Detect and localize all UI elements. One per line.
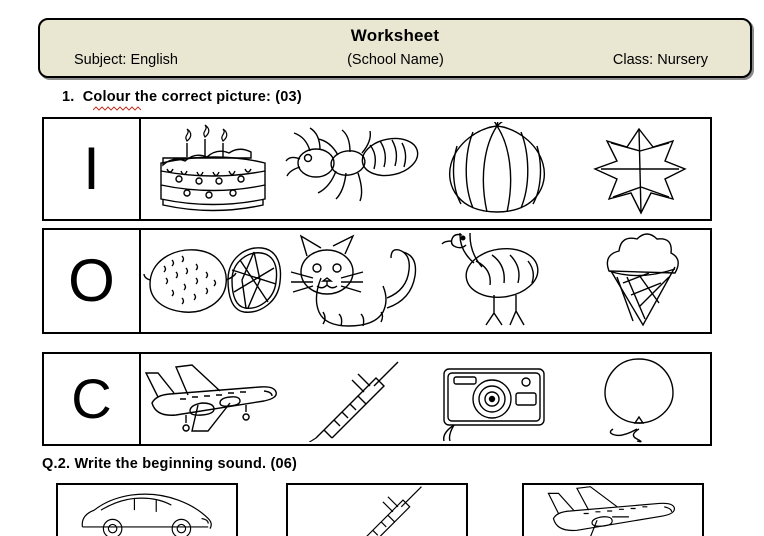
question-1-number: 1. <box>62 89 75 105</box>
class-label: Class: <box>612 52 654 68</box>
question-1-heading <box>62 89 302 105</box>
letter-cell-o: O <box>44 230 141 332</box>
picture-row-o <box>42 228 712 334</box>
picture-balloon[interactable] <box>568 354 710 444</box>
header-info-row <box>40 46 750 68</box>
picture-camera[interactable] <box>426 354 568 444</box>
letter-cell-c: C <box>44 354 141 444</box>
subject-value: English <box>130 52 178 68</box>
picture-row-c <box>42 352 712 446</box>
class-field <box>613 52 724 68</box>
letter-cell-i: I <box>44 119 141 219</box>
page-title: Worksheet <box>350 26 440 45</box>
picture-injection-syringe[interactable] <box>283 354 425 444</box>
picture-lemon[interactable] <box>141 230 283 332</box>
picture-onion[interactable] <box>426 119 568 219</box>
picture-ant[interactable] <box>283 119 425 219</box>
question-2-marks: (06) <box>270 456 298 472</box>
question-2-heading <box>42 456 297 472</box>
class-value: Nursery <box>657 52 708 68</box>
question-1-marks: (03) <box>275 89 302 105</box>
question-2-text: Write the beginning sound. <box>74 456 267 472</box>
question-1-text: Colour the correct picture: <box>82 89 272 105</box>
header-banner <box>38 18 752 78</box>
picture-cat[interactable] <box>283 230 425 332</box>
picture-ice-cream-cone[interactable] <box>568 230 710 332</box>
picture-row-i <box>42 117 712 221</box>
picture-airplane[interactable] <box>141 354 283 444</box>
picture-birthday-cake[interactable] <box>141 119 283 219</box>
subject-label: Subject: <box>74 52 127 68</box>
school-name: (School Name) <box>347 52 444 68</box>
picture-leaf[interactable] <box>568 119 710 219</box>
picture-car[interactable] <box>56 483 238 536</box>
question-2-number: Q.2. <box>42 456 71 472</box>
subject-field <box>74 52 178 68</box>
picture-airplane-2[interactable] <box>522 483 704 536</box>
picture-injection-syringe-2[interactable] <box>286 483 468 536</box>
picture-ostrich[interactable] <box>426 230 568 332</box>
spellcheck-underline-icon <box>93 106 141 112</box>
